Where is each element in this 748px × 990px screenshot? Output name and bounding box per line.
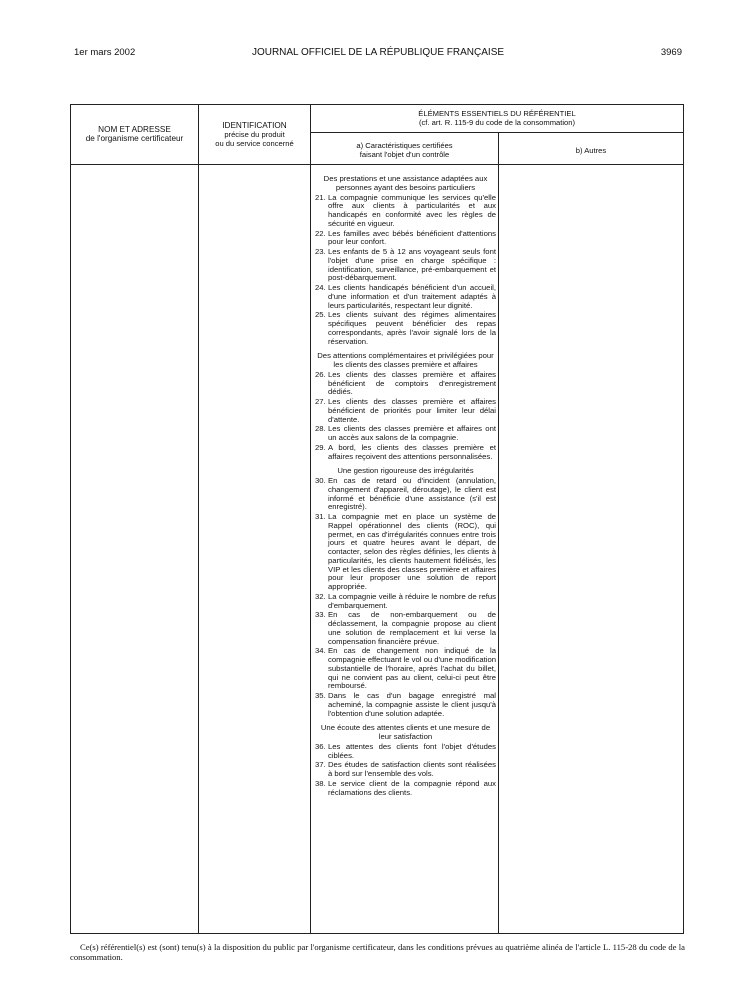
section-title: Des attentions complémentaires et privilégiées pour les clients des classes première et affaires [317, 351, 494, 369]
list-item [315, 194, 496, 229]
group-header-rule [310, 132, 683, 133]
list-item [315, 444, 496, 462]
item-number: 28. [315, 424, 326, 434]
header-nom-adresse: NOM ET ADRESSE de l'organisme certificateur [85, 125, 184, 143]
item-number: 30. [315, 476, 326, 485]
referentiel-table [70, 104, 684, 934]
item-number: 26. [315, 369, 326, 379]
item-text: Les clients des classes première et affaires bénéficient de priorités pour limiter leur délai d'attente. [328, 397, 496, 424]
list-item [315, 513, 496, 592]
item-number: 34. [315, 646, 326, 656]
list-item [315, 477, 496, 512]
item-text: La compagnie communique les services qu'elle offre aux clients à particularités et aux handicapés en conformité avec les règles de sécurité en vigueur. [328, 192, 496, 228]
item-text: En cas de retard ou d'incident (annulation, changement d'appareil, déroutage), le client est informé et bénéficie d'une assistance (s'il est enregistré). [328, 476, 496, 512]
header-identification: IDENTIFICATION précise du produit ou du service concerné [215, 121, 294, 148]
item-text: Les familles avec bébés bénéficient d'attentions pour leur confort. [328, 228, 496, 247]
running-head [74, 47, 682, 61]
item-number: 32. [315, 591, 326, 601]
list-item [315, 647, 496, 691]
list-item [315, 230, 496, 248]
header-elements-essentiels: ÉLÉMENTS ESSENTIELS DU RÉFÉRENTIEL (cf. art. R. 115-9 du code de la consommation) [418, 109, 576, 127]
header-autres: b) Autres [575, 146, 607, 155]
issue-date: 1er mars 2002 [74, 47, 136, 58]
item-text: Les clients handicapés bénéficient d'un accueil, d'une information et d'un traitement adaptés à leurs particularités, respectant leur dignité. [328, 283, 496, 310]
item-number: 23. [315, 247, 326, 256]
list-item [315, 248, 496, 283]
footer-note: Ce(s) référentiel(s) est (sont) tenu(s) à la disposition du public par l'organisme certificateur, dans les conditions prévues au quatrième alinéa de l'article L. 115-28 du code de la consommation. [70, 942, 685, 962]
item-number: 25. [315, 310, 326, 320]
item-text: Les attentes des clients font l'objet d'études ciblées. [328, 741, 496, 760]
item-number: 22. [315, 228, 326, 238]
item-text: En cas de changement non indiqué de la compagnie effectuant le vol ou d'une modification substantielle de l'horaire, après l'achat du billet, qui ne convient pas au client, celui-ci peut être remboursé. [328, 646, 496, 691]
list-item [315, 743, 496, 761]
item-number: 38. [315, 778, 326, 788]
item-text: A bord, les clients des classes première et affaires reçoivent des attentions personnalisées. [328, 442, 496, 461]
item-number: 36. [315, 741, 326, 751]
item-text: La compagnie veille à réduire le nombre de refus d'embarquement. [328, 591, 496, 610]
list-item [315, 780, 496, 798]
section-title: Des prestations et une assistance adaptées aux personnes ayant des besoins particuliers [323, 174, 488, 192]
col-divider-1 [198, 105, 199, 933]
list-item [315, 371, 496, 397]
item-text: Des études de satisfaction clients sont réalisées à bord sur l'ensemble des vols. [328, 760, 496, 778]
list-item [315, 692, 496, 718]
header-bottom-rule [71, 164, 683, 165]
item-text: Les enfants de 5 à 12 ans voyageant seuls font l'objet d'une prise en charge spécifique : identification, surveillance, pré-embarquement et post-débarquement. [328, 247, 496, 283]
item-text: En cas de non-embarquement ou de déclassement, la compagnie propose au client une solution de remplacement et lui verse la compensation financière prévue. [328, 610, 496, 646]
item-text: Les clients des classes première et affaires bénéficient de comptoirs d'enregistrement dédiés. [328, 369, 496, 397]
item-number: 21. [315, 192, 326, 202]
section-title: Une gestion rigoureuse des irrégularités [337, 466, 474, 476]
item-text: Le service client de la compagnie répond aux réclamations des clients. [328, 778, 496, 797]
item-number: 31. [315, 512, 326, 521]
item-text: Dans le cas d'un bagage enregistré mal acheminé, la compagnie assiste le client jusqu'à l'obtention d'une solution adaptée. [328, 691, 496, 718]
list-item [315, 284, 496, 310]
item-number: 24. [315, 283, 326, 292]
caracteristiques-list [315, 175, 496, 798]
item-text: Les clients des classes première et affaires ont un accès aux salons de la compagnie. [328, 424, 496, 442]
header-caracteristiques: a) Caractéristiques certifiées faisant l'objet d'un contrôle [356, 141, 453, 159]
item-number: 27. [315, 397, 326, 406]
item-text: Les clients suivant des régimes alimentaires spécifiques peuvent bénéficier des repas correspondants, après l'avoir signalé lors de la réservation. [328, 310, 496, 346]
list-item [315, 593, 496, 611]
list-item [315, 761, 496, 779]
col-divider-2 [310, 105, 311, 933]
item-number: 29. [315, 442, 326, 452]
list-item [315, 398, 496, 424]
item-number: 35. [315, 691, 326, 700]
page-number: 3969 [660, 47, 682, 58]
item-number: 37. [315, 760, 326, 770]
list-item [315, 311, 496, 346]
item-text: La compagnie met en place un système de Rappel opérationnel des clients (ROC), qui permet, en cas d'irrégularités connues entre trois jours et quatre heures avant le départ, de contacter, selon des règles définies, les clients à particularités, les clients hautement fidélisés, les VIP et les clients des classes première et affaires pour leur proposer une solution de report appropriée. [328, 512, 496, 591]
item-number: 33. [315, 610, 326, 620]
col-divider-3 [498, 132, 499, 933]
journal-title: JOURNAL OFFICIEL DE LA RÉPUBLIQUE FRANÇAISE [251, 47, 505, 58]
section-title: Une écoute des attentes clients et une mesure de leur satisfaction [320, 723, 491, 741]
list-item [315, 611, 496, 646]
list-item [315, 425, 496, 443]
